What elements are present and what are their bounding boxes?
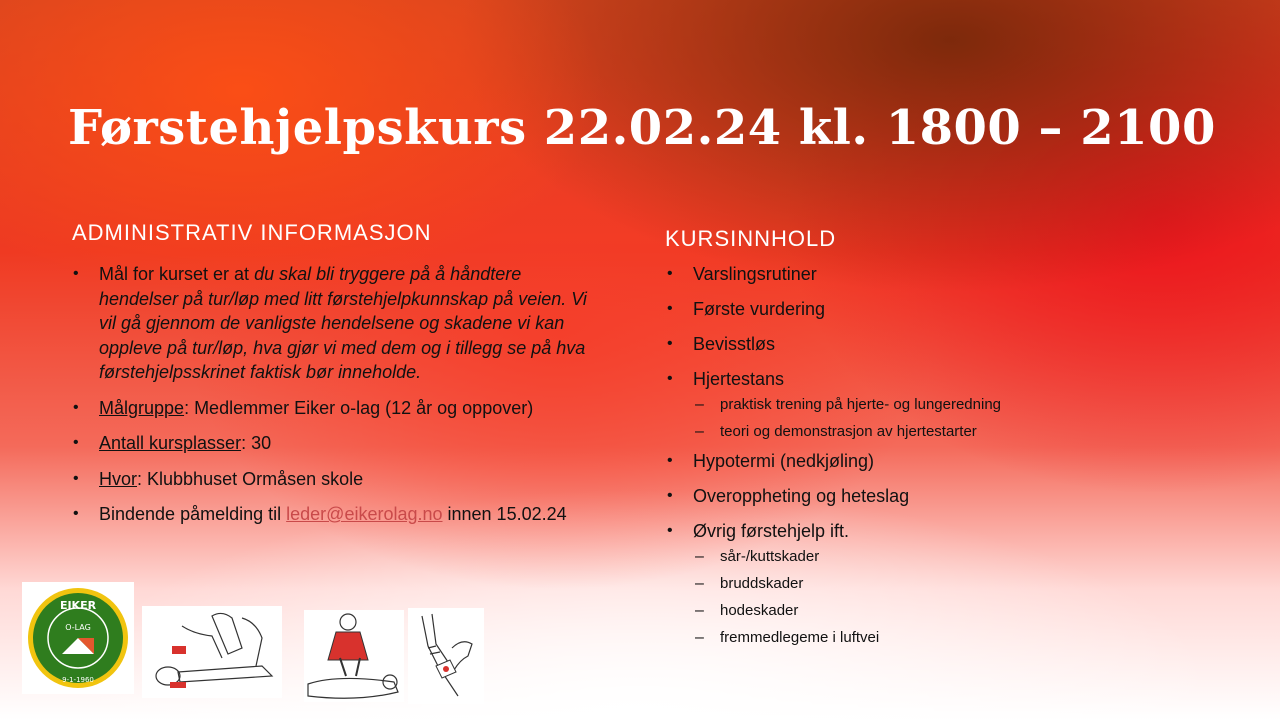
sub-item: – praktisk trening på hjerte- og lungeredning xyxy=(693,395,1247,415)
cpr-illustration xyxy=(304,610,404,702)
signup-prefix: Bindende påmelding til xyxy=(99,504,287,524)
content-item-label: Overoppheting og heteslag xyxy=(693,486,910,506)
sub-item: – sår-/kuttskader xyxy=(693,547,1247,567)
content-item xyxy=(667,297,1247,321)
target-label: Målgruppe xyxy=(99,397,185,418)
list-item-target xyxy=(73,396,593,421)
logo-bottom-text: 9-1-1960 xyxy=(62,676,94,684)
list-item-goal xyxy=(73,262,593,385)
sub-item: – bruddskader xyxy=(693,574,1247,594)
splint-illustration xyxy=(142,606,282,698)
content-item-label: Hypotermi (nedkjøling) xyxy=(693,451,875,471)
content-item-label: Varslingsrutiner xyxy=(693,264,817,284)
content-list xyxy=(667,262,1247,655)
where-label: Hvor xyxy=(99,468,138,489)
page-title: Førstehjelpskurs 22.02.24 kl. 1800 – 2100 xyxy=(68,100,1216,156)
sub-list xyxy=(693,547,1247,648)
content-item xyxy=(667,449,1247,473)
club-logo xyxy=(22,582,134,694)
list-item-signup xyxy=(73,502,593,527)
logo-top-text: EIKER xyxy=(59,599,97,612)
goal-prefix: Mål for kurset er at xyxy=(99,264,255,284)
content-item xyxy=(667,262,1247,286)
sub-item: – fremmedlegeme i luftvei xyxy=(693,628,1247,648)
sub-item: – teori og demonstrasjon av hjertestarter xyxy=(693,422,1247,442)
admin-heading: ADMINISTRATIV INFORMASJON xyxy=(72,220,432,245)
content-heading: KURSINNHOLD xyxy=(665,226,837,251)
content-item xyxy=(667,484,1247,508)
signup-suffix: innen 15.02.24 xyxy=(442,504,567,524)
logo-middle-text: O-LAG xyxy=(65,623,91,632)
sub-item: – hodeskader xyxy=(693,601,1247,621)
where-value: : Klubbhuset Ormåsen skole xyxy=(137,468,364,489)
content-item xyxy=(667,367,1247,442)
seats-label: Antall kursplasser xyxy=(99,433,242,453)
content-item xyxy=(667,332,1247,356)
list-item-seats xyxy=(73,431,593,456)
seats-value: : 30 xyxy=(241,433,272,453)
admin-list xyxy=(73,262,593,538)
sub-list xyxy=(693,395,1247,442)
content-item-label: Bevisstløs xyxy=(693,334,776,354)
content-item-label: Første vurdering xyxy=(693,299,826,319)
content-item-label: Hjertestans xyxy=(693,369,785,389)
email-link[interactable]: leder@eikerolag.no xyxy=(286,504,443,524)
content-item xyxy=(667,519,1247,648)
target-value: : Medlemmer Eiker o-lag (12 år og oppover) xyxy=(184,397,534,418)
list-item-where xyxy=(73,467,593,492)
bandage-illustration xyxy=(408,608,484,704)
content-item-label: Øvrig førstehjelp ift. xyxy=(693,521,850,541)
goal-text: du skal bli tryggere på å håndtere hendelser på tur/løp med litt førstehjelpkunnskap på veien. Vi vil gå gjennom de vanligste hendelsene og skadene vi kan oppleve på tur/løp, hva gjør vi med dem og i tillegg se på hva førstehjelpsskrinet faktisk bør inneholde. xyxy=(99,264,587,382)
